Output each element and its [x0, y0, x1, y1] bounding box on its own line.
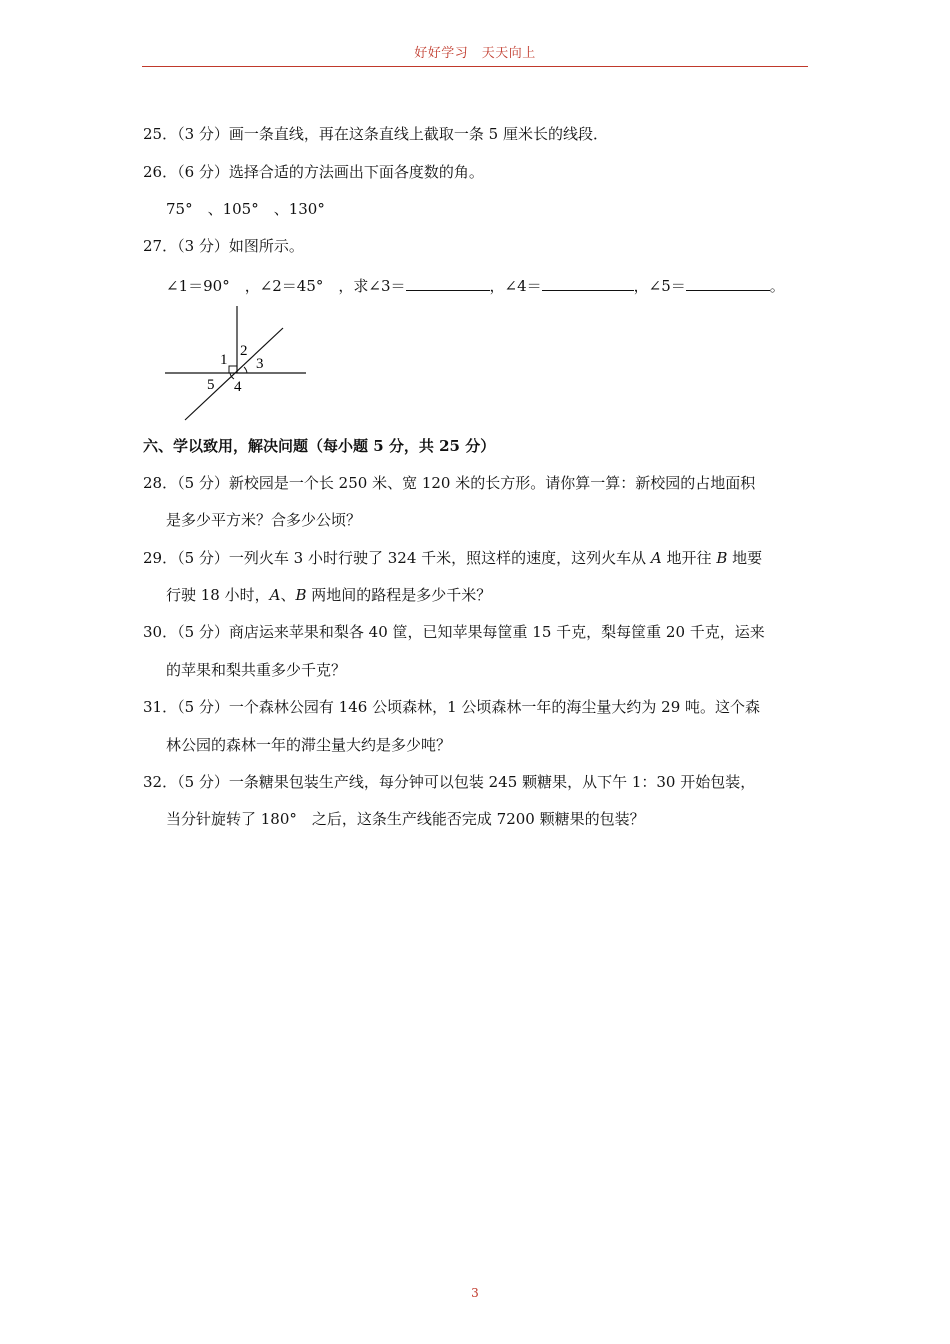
q29-place-a: A — [650, 549, 662, 567]
question-29 — [143, 548, 762, 568]
q27-text-4: 。 — [769, 277, 785, 295]
question-31-cont: 林公园的森林一年的滞尘量大约是多少吨？ — [166, 736, 452, 754]
page-number: 3 — [471, 1286, 479, 1300]
q29-place-b-2: B — [295, 586, 307, 604]
q29-text-b: 地开往 — [661, 549, 717, 567]
diagonal-line — [185, 328, 283, 420]
label-angle-3: 3 — [256, 356, 264, 372]
angle-figure — [160, 300, 310, 425]
q27-text-3: ，∠5＝ — [633, 277, 686, 295]
question-26: 26．（6 分）选择合适的方法画出下面各度数的角。 — [143, 163, 484, 181]
question-27: 27．（3 分）如图所示。 — [143, 237, 304, 255]
q29-text-d: 行驶 18 小时， — [166, 586, 270, 604]
q29-place-a-2: A — [269, 586, 281, 604]
question-29-cont — [166, 585, 491, 605]
label-angle-5: 5 — [207, 377, 215, 393]
question-30: 30．（5 分）商店运来苹果和梨各 40 筐，已知苹果每筐重 15 千克，梨每筐重 20 千克，运来 — [143, 623, 765, 641]
label-angle-2: 2 — [240, 343, 248, 359]
answer-blank-angle-4[interactable] — [542, 274, 634, 291]
label-angle-1: 1 — [220, 352, 228, 368]
question-30-cont: 的苹果和梨共重多少千克？ — [166, 661, 347, 679]
question-28: 28．（5 分）新校园是一个长 250 米、宽 120 米的长方形。请你算一算：新校园的占地面积 — [143, 474, 756, 492]
section-6-title: 六、学以致用，解决问题（每小题 5 分，共 25 分） — [143, 437, 496, 455]
question-25: 25．（3 分）画一条直线，再在这条直线上截取一条 5 厘米长的线段． — [143, 125, 608, 143]
question-27-prompt — [166, 274, 785, 296]
answer-blank-angle-5[interactable] — [686, 274, 770, 291]
q29-text-a: 29．（5 分）一列火车 3 小时行驶了 324 千米，照这样的速度，这列火车从 — [143, 549, 651, 567]
question-26-angles: 75° 、105° 、130° — [166, 200, 325, 218]
q29-text-e: 、 — [280, 586, 296, 604]
answer-blank-angle-3[interactable] — [406, 274, 490, 291]
page-header: 好好学习 天天向上 — [414, 46, 536, 61]
angle-arc-mark — [244, 367, 247, 373]
label-angle-4: 4 — [234, 379, 242, 395]
question-31: 31．（5 分）一个森林公园有 146 公顷森林，1 公顷森林一年的海尘量大约为 29 吨。这个森 — [143, 698, 761, 716]
question-32-cont: 当分针旋转了 180° 之后，这条生产线能否完成 7200 颗糖果的包装？ — [166, 810, 645, 828]
q29-text-c: 地要 — [727, 549, 763, 567]
q27-text-2: ，∠4＝ — [489, 277, 542, 295]
q29-place-b: B — [716, 549, 728, 567]
question-28-cont: 是多少平方米？合多少公顷？ — [166, 511, 362, 529]
q27-text-1: ∠1＝90° ，∠2＝45° ，求∠3＝ — [166, 277, 406, 295]
question-32: 32．（5 分）一条糖果包装生产线，每分钟可以包装 245 颗糖果，从下午 1：30 开始包装， — [143, 773, 756, 791]
header-rule — [142, 66, 808, 67]
q29-text-f: 两地间的路程是多少千米？ — [306, 586, 492, 604]
